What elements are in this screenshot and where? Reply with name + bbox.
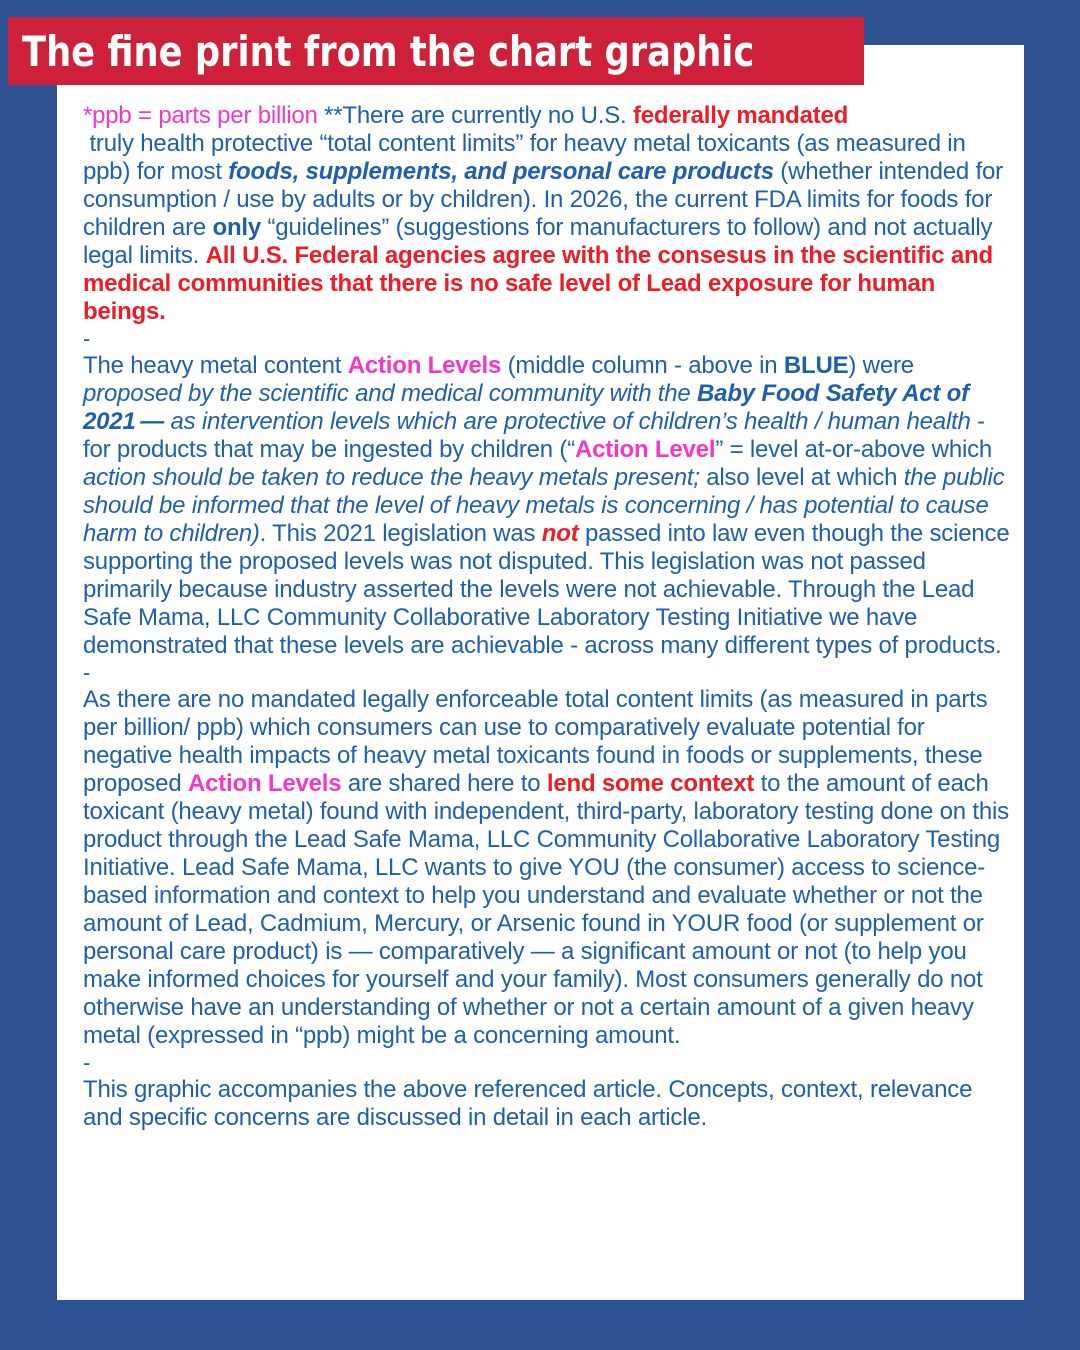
text-run: not xyxy=(541,520,579,547)
text-run: the public should be informed that the level of heavy metals is concerning / has potential to cause harm to children) xyxy=(83,464,1011,547)
text-run: Action Level xyxy=(575,436,716,463)
text-run: to the amount of each toxicant (heavy metal) found with independent, third-party, laboratory testing done on this product through the Lead Safe Mama, LLC Community Collaborative Laboratory Testing Initiative. Lead Safe Mama, LLC wants to give YOU (the consumer) access to science-based information and context to help you understand and evaluate whether or not the amount of Lead, Cadmium, Mercury, or Arsenic found in YOUR food (or supplement or personal care product) is — comparatively — a significant amount or not (to help you make informed choices for yourself and your family). Most consumers generally do not otherwise have an understanding of whether or not a certain amount of a given heavy metal (expressed in “ppb) might be a concerning amount. xyxy=(83,770,1016,1049)
text-run: foods, supplements, and personal care products xyxy=(228,158,774,185)
text-run: The heavy metal content xyxy=(83,352,348,379)
fine-print-paragraph xyxy=(83,1076,1015,1132)
text-run: All U.S. Federal agencies agree with the consesus in the scientific and medical communities that there is no safe level of Lead exposure for human beings. xyxy=(83,242,1000,325)
fine-print-paragraph xyxy=(83,102,1015,326)
text-run: are shared here to xyxy=(341,770,547,797)
text-run: (whether intended for consumption / use by adults or by children). In 2026, the current FDA limits for foods for children are xyxy=(83,158,1010,241)
text-run: passed into law even though the science supporting the proposed levels was not disputed. This legislation was not passed primarily because industry asserted the levels were not achievable. Through the Lead Safe Mama, LLC Community Collaborative Laboratory Testing Initiative we have demonstrated that these levels are achievable - across many different types of products. xyxy=(83,520,1016,659)
text-run: also level at which xyxy=(699,464,904,491)
fine-print xyxy=(83,102,1015,1132)
text-run: **There are currently no U.S. xyxy=(324,102,633,129)
header-banner xyxy=(8,17,864,85)
paragraph-separator: - xyxy=(83,326,91,351)
text-run: proposed by the scientific and medical community with the xyxy=(83,380,698,407)
fine-print-paragraph xyxy=(83,352,1015,660)
text-run: BLUE xyxy=(783,352,849,379)
text-run: as intervention levels which are protective of children’s health / human health xyxy=(164,408,971,435)
text-run: Action Levels xyxy=(347,352,502,379)
text-run: As there are no mandated legally enforceable total content limits (as measured in parts per billion/ ppb) which consumers can use to comparatively evaluate potential for negative health impacts of heavy metal toxicants found in foods or supplements, these proposed xyxy=(83,686,994,797)
text-run: action should be taken to reduce the heavy metals present; xyxy=(83,464,700,491)
paragraph-separator: - xyxy=(83,1050,91,1075)
text-run: only xyxy=(212,214,262,241)
text-run: ) were xyxy=(848,352,921,379)
text-run: Baby Food Safety Act of 2021 — xyxy=(83,380,976,435)
text-run: This graphic accompanies the above referenced article. Concepts, context, relevance and specific concerns are discussed in detail in each article. xyxy=(83,1076,979,1131)
page-title: The fine print from the chart graphic xyxy=(22,26,755,76)
text-run: truly health protective “total content limits” for heavy metal toxicants (as measured in ppb) for most xyxy=(83,130,973,185)
text-run: “guidelines” (suggestions for manufacturers to follow) and not actually legal limits. xyxy=(83,214,999,269)
text-run: *ppb = parts per billion xyxy=(83,102,325,129)
fine-print-paragraph xyxy=(83,686,1015,1050)
text-run: (middle column - above in xyxy=(501,352,784,379)
text-run: - for products that may be ingested by children (“ xyxy=(83,408,992,463)
text-run: federally mandated xyxy=(632,102,849,129)
fine-print-card xyxy=(57,45,1024,1300)
text-run: ” = level at-or-above which xyxy=(715,436,999,463)
text-run: lend some context xyxy=(546,770,755,797)
text-run: Action Levels xyxy=(187,770,342,797)
text-run: . This 2021 legislation was xyxy=(259,520,542,547)
paragraph-separator: - xyxy=(83,660,91,685)
